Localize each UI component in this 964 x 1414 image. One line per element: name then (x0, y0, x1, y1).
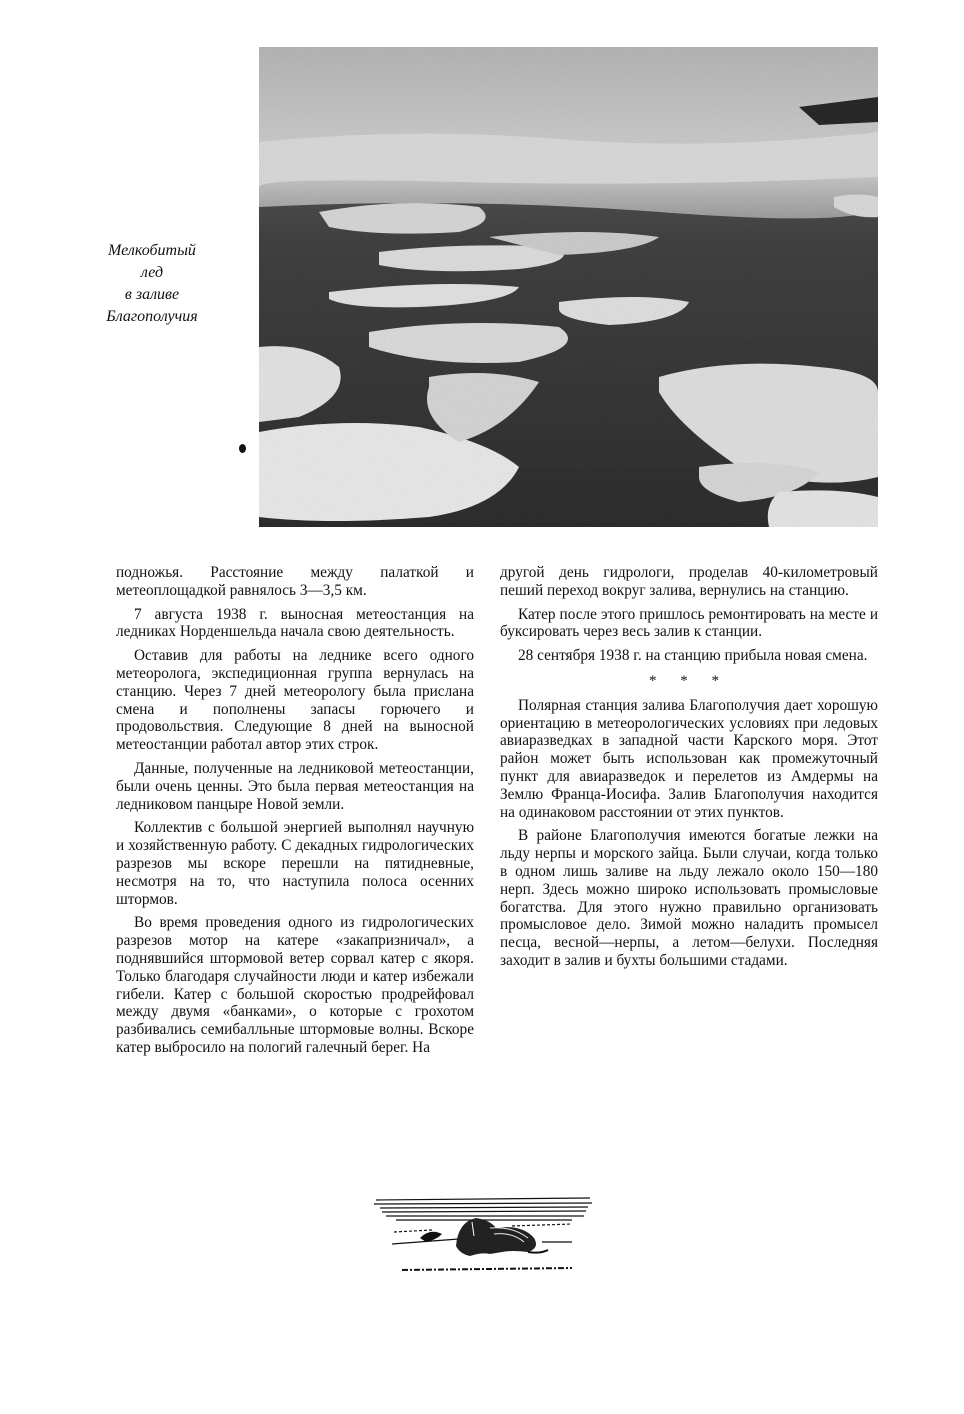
paragraph: Полярная станция залива Благополучия дает хорошую ориентацию в метеорологических условиях при ледовых авиаразведках в западной части Карского моря. Этот район может быть использован как промежуточный пункт для авиаразведок и перелетов из Амдермы на Землю Франца-Иосифа. Залив Благополучия находится на одинаковом расстоянии от этих пунктов. (500, 696, 878, 821)
walrus-illustration (372, 1192, 594, 1288)
paragraph: 7 августа 1938 г. выносная метеостанция на ледниках Норденшельда начала свою деятельность. (116, 605, 474, 641)
section-separator: * * * (649, 672, 729, 689)
bullet-mark (239, 444, 246, 453)
photo-caption (82, 240, 222, 328)
caption-line: Благополучия (106, 308, 198, 325)
paragraph: Катер после этого пришлось ремонтировать на месте и буксировать через весь залив к станции. (500, 605, 878, 641)
paragraph: Во время проведения одного из гидрологических разрезов мотор на катере «закапризничал», а поднявшийся штормовой ветер сорвал катер с якоря. Только благодаря случайности люди и катер избежали гибели. Катер с большой скоростью продрейфовал между двумя «банками», о которые с грохотом разбивались семибалльные штормовые волны. Вскоре катер выбросило на пологий галечный берег. На (116, 914, 474, 1056)
walrus-vignette (372, 1192, 594, 1288)
paragraph: Коллектив с большой энергией выполнял научную и хозяйственную работу. С декадных гидрологических разрезов мы вскоре перешли на пятидневные, несмотря на то, что наступила полоса осенних штормов. (116, 819, 474, 908)
drift-ice-photo (259, 47, 878, 527)
right-column (500, 564, 878, 976)
paragraph: другой день гидрологи, проделав 40-километровый пеший переход вокруг залива, вернулись на станцию. (500, 564, 878, 599)
paragraph: Данные, полученные на ледниковой метеостанции, были очень ценны. Это была первая метеостанция на ледниковом панцыре Новой земли. (116, 759, 474, 813)
ice-photo-graphic (259, 47, 878, 527)
left-column (116, 564, 474, 1063)
paragraph: В районе Благополучия имеются богатые лежки на льду нерпы и морского зайца. Были случаи, когда только в одном лишь заливе на льду лежало около 150—180 нерп. Здесь можно широко использовать промысловые богатства. Для этого нужно правильно организовать промысловое дело. Зимой можно наладить промысел песца, весной—нерпы, а летом—белухи. Последняя заходит в залив и бухты большими стадами. (500, 827, 878, 969)
caption-line: лед (140, 264, 164, 281)
paragraph: Оставив для работы на леднике всего одного метеоролога, экспедиционная группа вернулась на станцию. Через 7 дней метеорологу была прислана смена и пополнены запасы горючего и продовольствия. Следующие 8 дней на выносной метеостанции работал автор этих строк. (116, 647, 474, 754)
paragraph: 28 сентября 1938 г. на станцию прибыла новая смена. (518, 647, 868, 665)
caption-line: Мелкобитый (108, 242, 196, 259)
paragraph: подножья. Расстояние между палаткой и метеоплощадкой равнялось 3—3,5 км. (116, 564, 474, 599)
caption-line: в заливе (124, 286, 180, 303)
